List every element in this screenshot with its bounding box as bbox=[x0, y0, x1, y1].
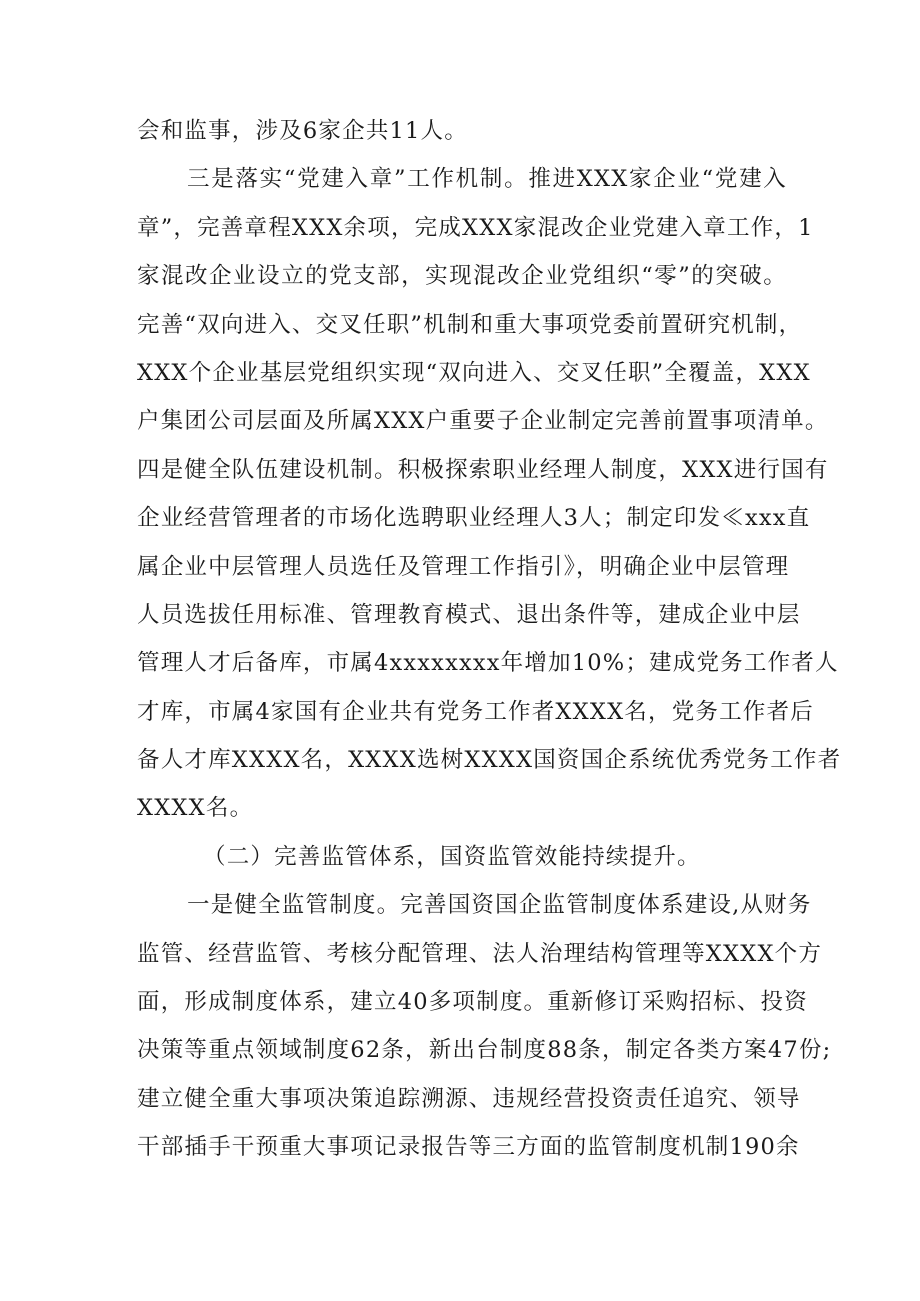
text-line: 属企业中层管理人员选任及管理工作指引》，明确企业中层管理 bbox=[137, 553, 790, 580]
text-line: 企业经营管理者的市场化选聘职业经理人3人；制定印发≪xxx直 bbox=[137, 505, 811, 532]
text-line: 完善“双向进入、交叉任职”机制和重大事项党委前置研究机制， bbox=[137, 311, 803, 338]
section-heading: （二）完善监管体系，国资监管效能持续提升。 bbox=[203, 843, 701, 870]
text-line: 会和监事，涉及6家企共11人。 bbox=[137, 118, 468, 144]
text-line: 三是落实“党建入章”工作机制。推进XXX家企业“党建入 bbox=[187, 166, 787, 193]
text-line: 干部插手干预重大事项记录报告等三方面的监管制度机制190余 bbox=[137, 1134, 800, 1161]
text-line: 四是健全队伍建设机制。积极探索职业经理人制度，XXX进行国有 bbox=[137, 456, 829, 483]
text-line: 户集团公司层面及所属XXX户重要子企业制定完善前置事项清单。 bbox=[137, 408, 829, 435]
text-line: 章”，完善章程XXX余项，完成XXX家混改企业党建入章工作，1 bbox=[137, 214, 814, 241]
text-line: 决策等重点领域制度62条，新出台制度88条，制定各类方案47份; bbox=[137, 1037, 832, 1064]
text-line: 备人才库XXXX名，XXXX选树XXXX国资国企系统优秀党务工作者 bbox=[137, 747, 842, 774]
text-line: 才库，市属4家国有企业共有党务工作者XXXX名，党务工作者后 bbox=[137, 698, 814, 725]
text-line: XXX个企业基层党组织实现“双向进入、交叉任职”全覆盖，XXX bbox=[137, 359, 811, 386]
text-line: 一是健全监管制度。完善国资国企监管制度体系建设,从财务 bbox=[187, 892, 812, 919]
text-line: 监管、经营监管、考核分配管理、法人治理结构管理等XXXX个方 bbox=[137, 940, 823, 967]
text-line: 管理人才后备库，市属4xxxxxxxx年增加10%；建成党务工作者人 bbox=[137, 650, 839, 677]
text-line: 面，形成制度体系，建立40多项制度。重新修订采购招标、投资 bbox=[137, 989, 808, 1016]
text-line: 家混改企业设立的党支部，实现混改企业党组织“零”的突破。 bbox=[137, 263, 787, 290]
document-body bbox=[137, 107, 842, 1172]
text-line: 建立健全重大事项决策追踪溯源、违规经营投资责任追究、领导 bbox=[137, 1085, 801, 1112]
text-line: 人员选拔任用标准、管理教育模式、退出条件等，建成企业中层 bbox=[137, 601, 801, 628]
text-line: XXXX名。 bbox=[137, 795, 254, 822]
